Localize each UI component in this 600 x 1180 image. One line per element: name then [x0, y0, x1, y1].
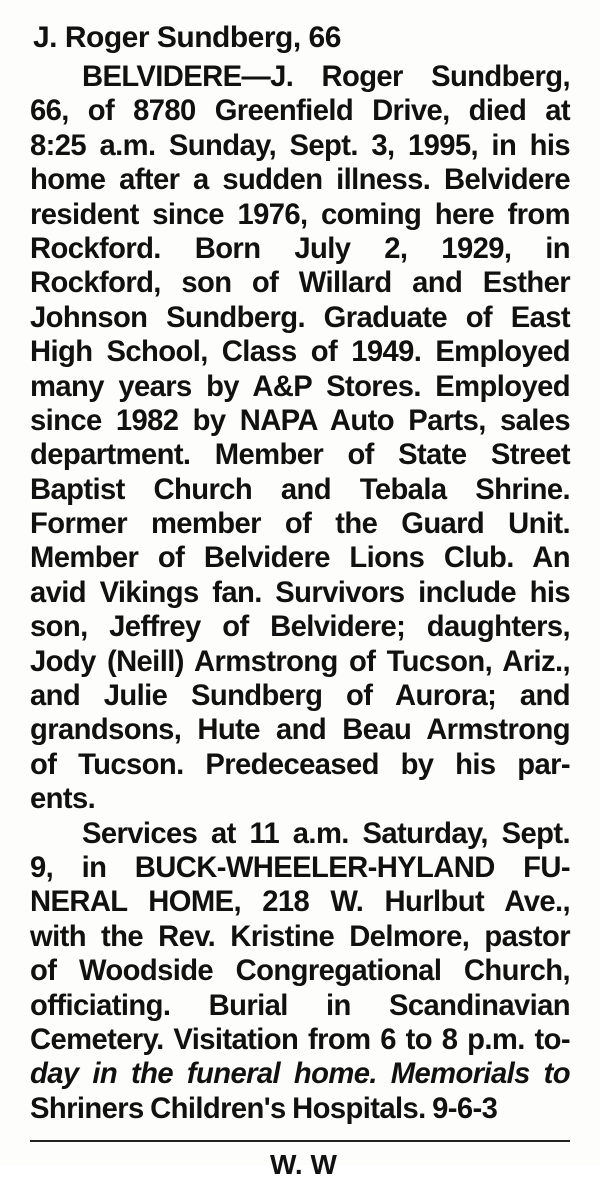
obituary-text-line: grandsons, Hute and Beau Armstrong [30, 714, 570, 747]
obituary-text-line: Jody (Neill) Armstrong of Tucson, Ariz., [30, 645, 570, 678]
obituary-text-line: of Tucson. Predeceased by his par- [30, 748, 570, 781]
obituary-text-line: 8:25 a.m. Sunday, Sept. 3, 1995, in his [30, 129, 570, 162]
obituary-text-line: Former member of the Guard Unit. [30, 508, 570, 541]
obituary-text-line: 66, of 8780 Greenfield Drive, died at [30, 95, 570, 128]
obituary-text-line: resident since 1976, coming here from [30, 198, 570, 231]
obituary-text-line: Rockford. Born July 2, 1929, in [30, 232, 570, 265]
obituary-text-line: BELVIDERE—J. Roger Sundberg, [82, 61, 570, 93]
obituary-text-line: Cemetery. Visitation from 6 to 8 p.m. to- [30, 1023, 570, 1056]
obituary-headline: J. Roger Sundberg, 66 [33, 21, 341, 54]
obituary-text-line: ents. [30, 783, 96, 816]
obituary-text-line: Shriners Children's Hospitals. 9-6-3 [30, 1092, 498, 1125]
obituary-text-line: officiating. Burial in Scandinavian [30, 989, 570, 1022]
obituary-text-line: Johnson Sundberg. Graduate of East [30, 301, 570, 334]
obituary-text-line: day in the funeral home. Memorials to [30, 1058, 570, 1091]
obituary-text-line: many years by A&P Stores. Employed [30, 370, 570, 403]
obituary-text-line: department. Member of State Street [30, 439, 570, 472]
obituary-text-line: Member of Belvidere Lions Club. An [30, 542, 570, 575]
obituary-text-line: avid Vikings fan. Survivors include his [30, 576, 570, 609]
obituary-text-line: of Woodside Congregational Church, [30, 955, 570, 988]
column-divider-rule [30, 1140, 570, 1142]
obituary-body [30, 60, 570, 1126]
obituary-text-line: NERAL HOME, 218 W. Hurlbut Ave., [30, 886, 570, 919]
obituary-text-line: and Julie Sundberg of Aurora; and [30, 680, 570, 713]
obituary-text-line: with the Rev. Kristine Delmore, pastor [30, 920, 570, 953]
obituary-text-line: home after a sudden illness. Belvidere [30, 164, 570, 197]
obituary-text-line: Services at 11 a.m. Saturday, Sept. [82, 817, 570, 850]
obituary-text-line: Baptist Church and Tebala Shrine. [30, 473, 570, 506]
obituary-text-line: Rockford, son of Willard and Esther [30, 267, 570, 300]
obituary-text-line: 9, in BUCK-WHEELER-HYLAND FU- [30, 851, 570, 884]
next-article-headline-fragment: W. W [270, 1149, 337, 1180]
obituary-text-line: since 1982 by NAPA Auto Parts, sales [30, 404, 570, 437]
obituary-text-line: High School, Class of 1949. Employed [30, 336, 570, 369]
obituary-text-line: son, Jeffrey of Belvidere; daughters, [30, 611, 570, 644]
